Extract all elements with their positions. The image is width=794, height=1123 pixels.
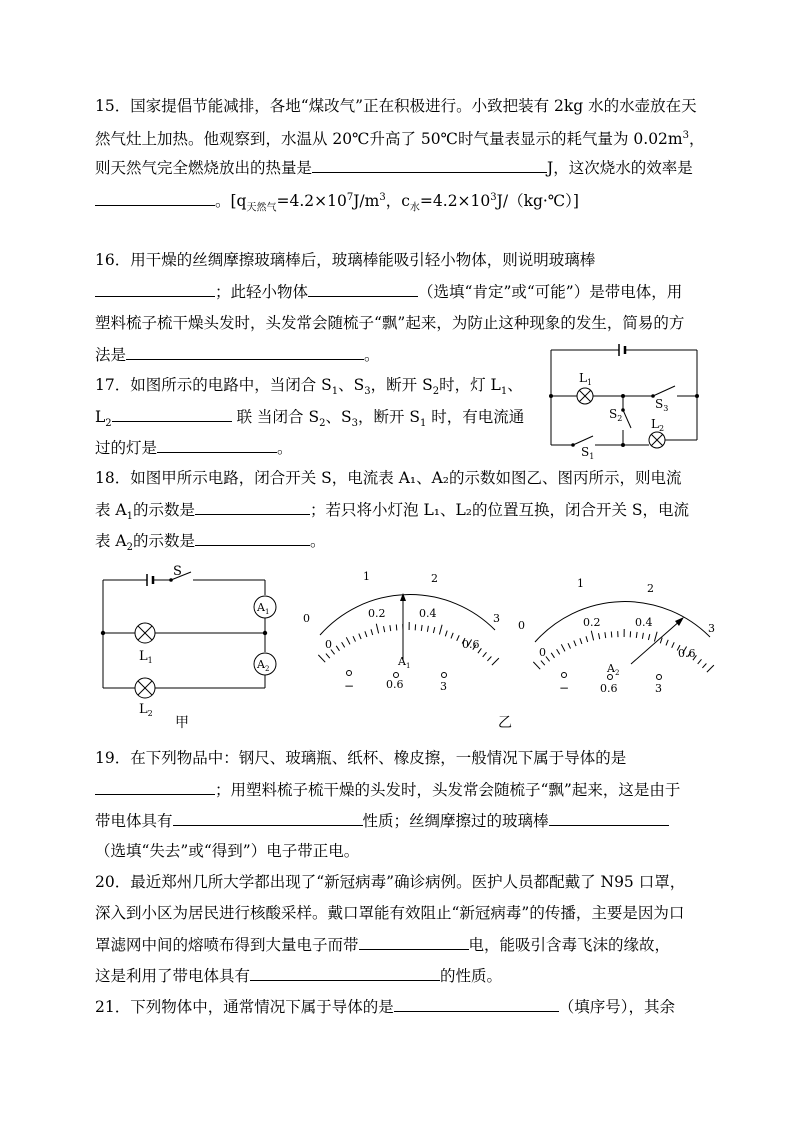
label-S3: $S_3$ [655,397,669,413]
dial-tick [359,634,361,640]
q20-line2: 深入到小区为居民进行核酸采样。戴口罩能有效阻止“新冠病毒”的传播，主要是因为口 [95,904,685,922]
q17-line3: 过的灯是 。 [95,439,293,457]
q17-line2: $L_2$ 联 当闭合 $S_2$、$S_3$，断开 $S_1$ 时，有电流通 [95,408,525,430]
caption-jia: 甲 [175,715,189,731]
dial-tick [642,633,643,639]
q19-blank-1[interactable] [95,779,215,795]
terminal-minus: − [344,679,355,693]
dial-tick [365,631,367,637]
bottom-scale-1: 0.2 [583,616,601,629]
q19-line2: ；用塑料梳子梳干燥的头发时，头发常会随梳子“飘”起来，这是由于 [95,779,680,800]
terminal-3: 3 [655,682,662,695]
label-L2: $L_2$ [651,417,665,433]
q18-line1: 18．如图甲所示电路，闭合开关 S，电流表 A₁、A₂的示数如图乙、图丙所示，则电流 [95,469,682,487]
q16-blank-1[interactable] [95,281,215,297]
switch-S-label: S [173,564,182,579]
dial-tick [568,643,571,648]
q16-line4: 法是 。 [95,346,380,364]
q19-line3: 带电体具有 性质；丝绸摩擦过的玻璃棒 [95,810,669,831]
dial-tick [605,632,606,638]
q15-blank-efficiency[interactable] [95,190,215,206]
dial-tick [557,649,560,654]
q16-line3: 塑料梳子梳干燥头发时，头发常会随梳子“飘”起来，为防止这种现象的发生，简易的方 [95,314,685,332]
label-S1: $S_1$ [581,445,595,461]
dial-tick [654,632,657,642]
dial-tick [421,625,422,631]
dial-tick [648,634,649,640]
q15-blank-heat[interactable] [312,157,547,173]
q19-line1: 19．在下列物品中：钢尺、玻璃瓶、纸杯、橡皮擦，一般情况下属于导体的是 [95,749,627,767]
label-L1: $L_1$ [579,371,593,387]
dial-tick [672,642,675,648]
bottom-scale-3: 0.6 [462,638,480,651]
dial-tick [457,635,460,641]
bottom-scale-2: 0.4 [635,616,653,629]
q19-blank-3[interactable] [549,810,669,826]
dial-tick [541,661,545,666]
dial-tick [487,657,491,661]
q20-line3: 罩滤网中间的熔喷布得到大量电子而带 电，能吸引含毒飞沫的缘故， [95,936,671,954]
top-scale-1: 1 [363,570,370,583]
q15-line4: 。[$q_{天然气}=4.2\times 10^7J/m^3$，$c_水=4.2\times 10^3J/(kg\cdot℃)$] [95,188,579,218]
dial-tick [390,625,391,631]
dial-tick [433,627,434,633]
bottom-scale-0: 0 [325,638,332,651]
lamp-L2-label: $L_2$ [139,702,153,718]
q20-line4: 这是利用了带电体具有 的性质。 [95,967,503,985]
dial-tick [586,636,588,642]
meter2-name: $A_2$ [607,662,620,677]
dial-tick [371,629,373,635]
dial-tick [439,625,442,635]
dial-tick [492,658,499,665]
dial-tick [483,652,487,657]
q17-line1: 17．如图所示的电路中，当闭合 $S_1$、$S_3$，断开 $S_2$时，灯 $L_1$、 [95,376,523,398]
q16-line1: 16．用干燥的丝绸摩擦玻璃棒后，玻璃棒能吸引轻小物体，则说明玻璃棒 [95,251,596,269]
dial-tick [427,626,428,632]
dial-tick [318,655,325,662]
top-scale-3: 3 [708,622,715,635]
q17-blank-2[interactable] [157,437,277,453]
dial-tick [599,633,600,639]
top-scale-0: 0 [303,612,310,625]
dial-tick [396,625,397,631]
bottom-scale-2: 0.4 [419,607,437,620]
q18-circuit-jia [95,565,285,730]
lamp-L1-label: $L_1$ [139,649,153,665]
q15-line2: 然气灶上加热。他观察到，水温从 20℃升高了 50℃时气量表显示的耗气量为 $0.02m^3$， [95,130,705,149]
q18-blank-1[interactable] [195,499,310,515]
dial-tick [533,662,540,669]
dial-tick [551,653,554,658]
top-scale-1: 1 [577,577,584,590]
dial-tick [580,638,582,644]
dial-tick [561,644,565,651]
q21-line1: 21．下列物体中，通常情况下属于导体的是 （填序号），其余 [95,998,675,1016]
q17-blank-1[interactable] [112,406,232,422]
dial-tick [353,636,356,641]
q20-blank-2[interactable] [250,965,440,981]
dial-tick [636,632,637,638]
q15-line1: 15．国家提倡节能减排，各地“煤改气”正在积极进行。小致把装有 2kg 水的水壶放在天 [95,97,697,115]
dial-tick [336,646,339,651]
meter1-name: $A_1$ [398,655,411,670]
dial-tick [611,632,612,638]
dial-tick [342,642,345,647]
q21-blank-1[interactable] [394,996,559,1012]
ammeter-A2-label: $A_2$ [257,658,270,673]
q18-line3: 表 $A_2$的示数是 。 [95,532,326,554]
terminal-minus: − [559,681,570,695]
terminal-0-6: 0.6 [600,682,618,695]
ammeter-A1-label: $A_1$ [257,601,270,616]
dial-tick [326,654,330,659]
dial-tick [445,631,447,637]
q18-blank-2[interactable] [195,530,310,546]
bottom-scale-0: 0 [539,646,546,659]
ammeter-dial-2 [515,572,720,702]
dial-tick [376,624,378,634]
q16-line2: ；此轻小物体 （选填“肯定”或“可能”）是带电体，用 [95,281,682,302]
q20-line1: 20．最近郑州几所大学都出现了“新冠病毒”确诊病例。医护人员都配戴了 N95 口罩， [95,873,686,891]
caption-yi: 乙 [498,715,512,731]
ammeter-dial-1 [300,565,512,735]
top-scale-2: 2 [431,572,438,585]
dial-tick [707,665,714,672]
dial-tick [384,626,385,632]
q16-blank-3[interactable] [126,344,364,360]
dial-tick [698,659,702,664]
terminal-0-6: 0.6 [386,678,404,691]
q18-line2: 表 $A_1$的示数是 ；若只将小灯泡 L₁、L₂的位置互换，闭合开关 S，电流 [95,501,690,523]
q16-blank-2[interactable] [308,281,418,297]
bottom-scale-1: 0.2 [368,607,386,620]
top-scale-3: 3 [493,612,500,625]
q20-blank-1[interactable] [359,934,469,950]
dial-tick [574,641,576,647]
q15-line3: 则天然气完全燃烧放出的热量是 J，这次烧水的效率是 [95,159,693,177]
dial-tick [451,633,453,639]
q19-line4: （选填“失去”或“得到”）电子带正电。 [95,842,360,860]
label-S2: $S_2$ [609,407,623,423]
terminal-3: 3 [440,680,447,693]
dial-tick [346,637,350,644]
dial-tick [591,631,593,641]
dial-tick [666,640,668,646]
dial-tick [702,664,706,668]
top-scale-0: 0 [518,619,525,632]
bottom-scale-3: 0.6 [678,647,696,660]
q17-circuit-diagram [545,340,705,461]
dial-tick [546,657,550,662]
q19-blank-2[interactable] [173,810,363,826]
top-scale-2: 2 [647,582,654,595]
